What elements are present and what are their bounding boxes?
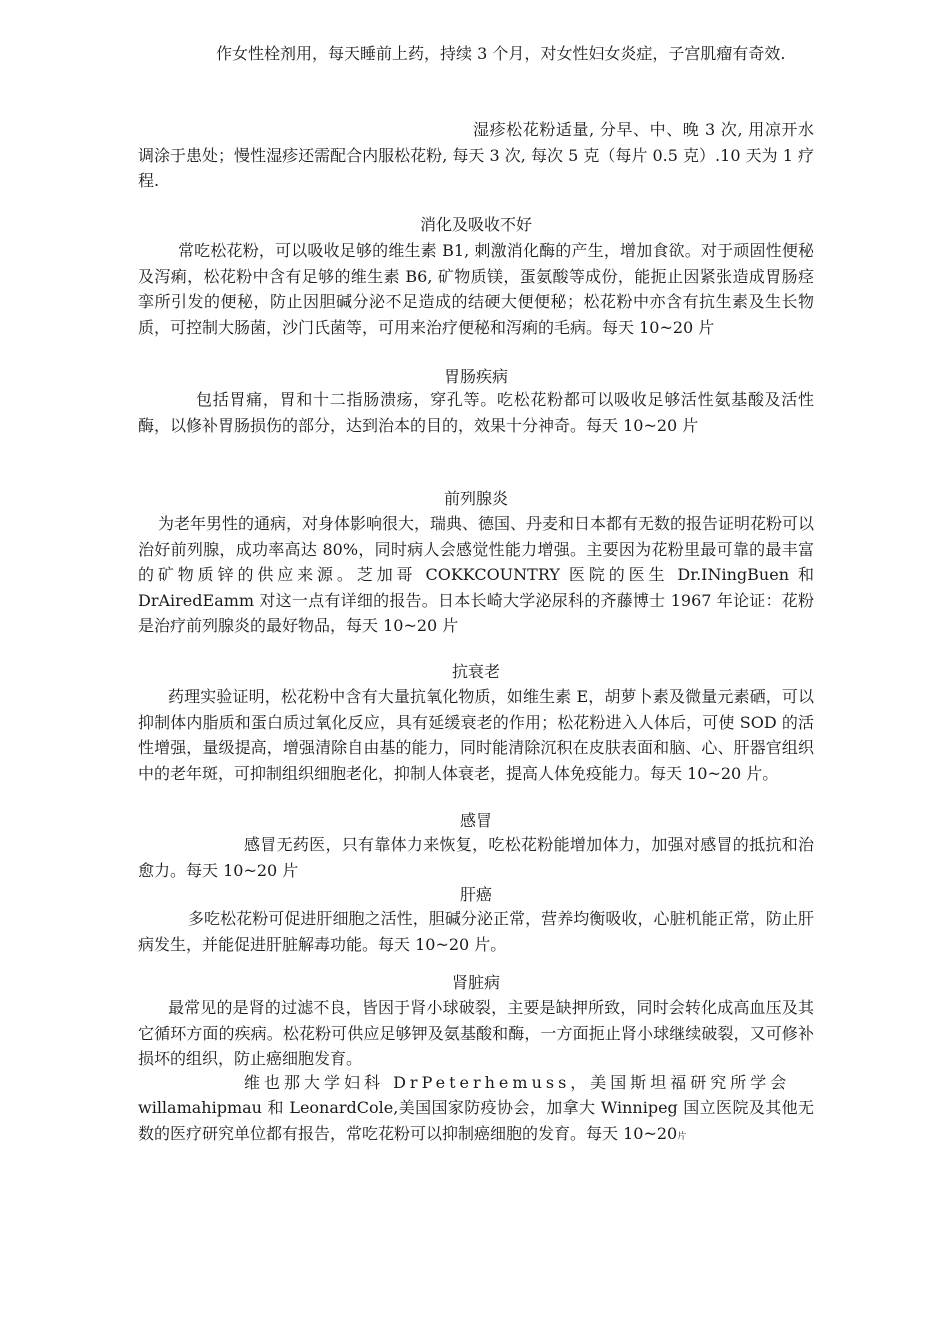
paragraph-stomach: 包括胃痛，胃和十二指肠溃疡，穿孔等。吃松花粉都可以吸收足够活性氨基酸及活性酶，以修补胃肠损伤的部分，达到治本的目的，效果十分神奇。每天 10~20 片 — [138, 390, 814, 435]
paragraph-vienna-tail: 片 — [677, 1131, 687, 1142]
heading-liver: 肝癌 — [459, 885, 492, 904]
paragraph-suppository: 作女性栓剂用，每天睡前上药，持续 3 个月，对女性妇女炎症，子宫肌瘤有奇效. — [216, 44, 786, 63]
paragraph-vienna-first-line: 维也那大学妇科 DrPeterhemuss，美国斯坦福研究所学会 — [244, 1073, 791, 1092]
paragraph-antiaging: 药理实验证明，松花粉中含有大量抗氧化物质，如维生素 E，胡萝卜素及微量元素硒，可以抑制体内脂质和蛋白质过氧化反应，具有延缓衰老的作用；松花粉进入人体后，可使 SOD 的活性增强，量级提高，增强清除自由基的能力，同时能清除沉积在皮肤表面和脑、心、肝器官组织中的老年斑，可抑制组织细胞老化，抑制人体衰老，提高人体免疫能力。每天 10~20 片。 — [138, 687, 814, 783]
heading-kidney: 肾脏病 — [451, 973, 500, 992]
heading-prostate: 前列腺炎 — [443, 489, 508, 508]
paragraph-kidney: 最常见的是肾的过滤不良，皆因于肾小球破裂，主要是缺押所致，同时会转化成高血压及其它循环方面的疾病。松花粉可供应足够钾及氨基酸和酶，一方面扼止肾小球继续破裂，又可修补损坏的组织，防止癌细胞发育。 — [138, 998, 814, 1068]
paragraph-vienna-text: willamahipmau 和 LeonardCole,美国国家防疫协会，加拿大 Winnipeg 国立医院及其他无数的医疗研究单位都有报告，常吃花粉可以抑制癌细胞的发育。每天 10~20 — [138, 1098, 814, 1143]
heading-stomach: 胃肠疾病 — [443, 367, 508, 386]
heading-antiaging: 抗衰老 — [451, 662, 500, 681]
paragraph-eczema: 湿疹松花粉适量, 分早、中、晚 3 次, 用凉开水调涂于患处；慢性湿疹还需配合内服松花粉, 每天 3 次, 每次 5 克（每片 0.5 克）.10 天为 1 疗程. — [138, 120, 814, 190]
heading-cold: 感冒 — [459, 811, 492, 830]
paragraph-digestion: 常吃松花粉，可以吸收足够的维生素 B1, 刺激消化酶的产生，增加食欲。对于顽固性便秘及泻痢，松花粉中含有足够的维生素 B6, 矿物质镁，蛋氨酸等成份，能扼止因紧张造成胃肠痉挛所引发的便秘，防止因胆碱分泌不足造成的结硬大便便秘；松花粉中亦含有抗生素及生长物质，可控制大肠菌，沙门氏菌等，可用来治疗便秘和泻痢的毛病。每天 10~20 片 — [138, 241, 814, 337]
paragraph-liver: 多吃松花粉可促进肝细胞之活性，胆碱分泌正常，营养均衡吸收，心脏机能正常，防止肝病发生，并能促进肝脏解毒功能。每天 10~20 片。 — [138, 909, 814, 954]
paragraph-prostate: 为老年男性的通病，对身体影响很大，瑞典、德国、丹麦和日本都有无数的报告证明花粉可以治好前列腺，成功率高达 80%，同时病人会感觉性能力增强。主要因为花粉里最可靠的最丰富的矿物质锌的供应来源。芝加哥 COKKCOUNTRY 医院的医生 Dr.INingBuen 和 DrAiredEamm 对这一点有详细的报告。日本长崎大学泌尿科的齐藤博士 1967 年论证：花粉是治疗前列腺炎的最好物品，每天 10~20 片 — [138, 514, 815, 635]
paragraph-cold: 感冒无药医，只有靠体力来恢复，吃松花粉能增加体力，加强对感冒的抵抗和治愈力。每天 10~20 片 — [138, 835, 814, 880]
heading-digestion: 消化及吸收不好 — [419, 215, 532, 234]
paragraph-vienna — [138, 1095, 814, 1150]
